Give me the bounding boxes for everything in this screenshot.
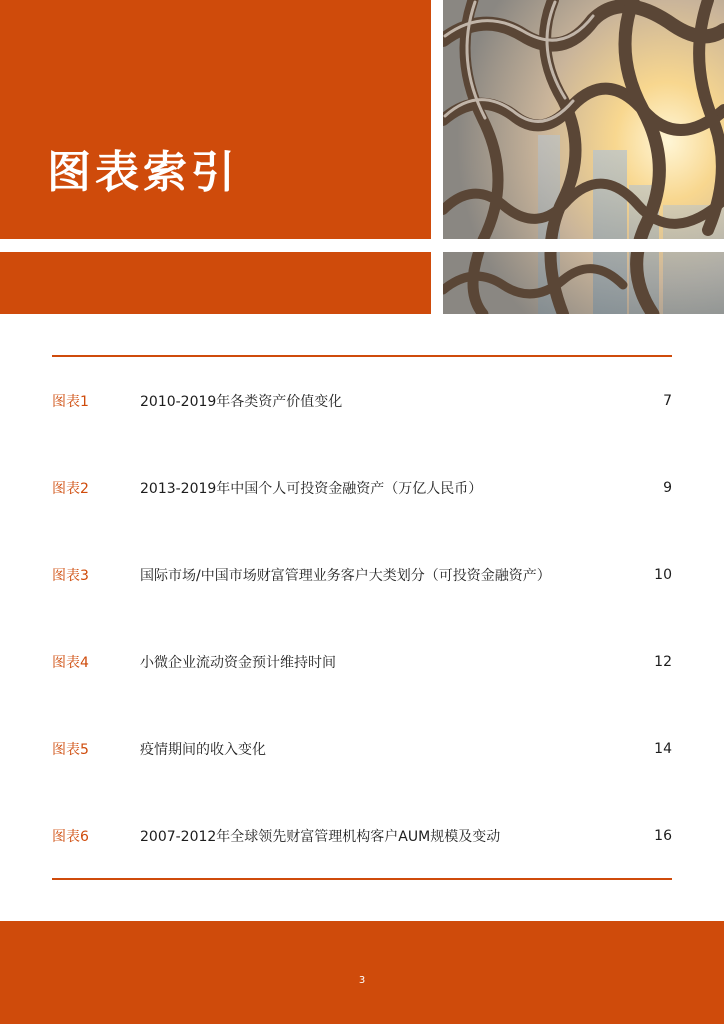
toc-entry-page: 9 — [663, 480, 672, 496]
toc-entry-page: 10 — [654, 567, 672, 583]
toc-entry-label: 图表2 — [52, 481, 89, 497]
toc-entry-label: 图表5 — [52, 742, 89, 758]
title-banner-strip — [0, 252, 431, 314]
toc-entry[interactable] — [52, 389, 672, 413]
footer-band — [0, 921, 724, 1024]
toc-entry-title: 小微企业流动资金预计维持时间 — [140, 655, 336, 671]
architecture-photo — [443, 0, 724, 314]
toc-entry-label: 图表3 — [52, 568, 89, 584]
toc-entry-page: 7 — [663, 393, 672, 409]
toc-entry-label: 图表6 — [52, 829, 89, 845]
toc-entry-title: 2013-2019年中国个人可投资金融资产（万亿人民币） — [140, 481, 483, 497]
photo-divider — [431, 239, 724, 252]
title-banner — [0, 0, 431, 239]
toc-entry-label: 图表4 — [52, 655, 89, 671]
toc-top-rule — [52, 355, 672, 357]
page-number: 3 — [358, 975, 366, 986]
page-title: 图表索引 — [47, 147, 239, 198]
toc-entry[interactable] — [52, 563, 672, 587]
toc-entry[interactable] — [52, 737, 672, 761]
toc-entry-title: 国际市场/中国市场财富管理业务客户大类划分（可投资金融资产） — [140, 568, 551, 584]
toc-entry-label: 图表1 — [52, 394, 89, 410]
toc-entry-page: 16 — [654, 828, 672, 844]
toc-bottom-rule — [52, 878, 672, 880]
toc-entry[interactable] — [52, 476, 672, 500]
toc-entry[interactable] — [52, 650, 672, 674]
toc-entry-title: 疫情期间的收入变化 — [140, 742, 266, 758]
toc-entry-page: 14 — [654, 741, 672, 757]
toc-entry-page: 12 — [654, 654, 672, 670]
toc-entry[interactable] — [52, 824, 672, 848]
toc-entry-title: 2007-2012年全球领先财富管理机构客户AUM规模及变动 — [140, 829, 501, 845]
toc-entry-title: 2010-2019年各类资产价值变化 — [140, 394, 343, 410]
